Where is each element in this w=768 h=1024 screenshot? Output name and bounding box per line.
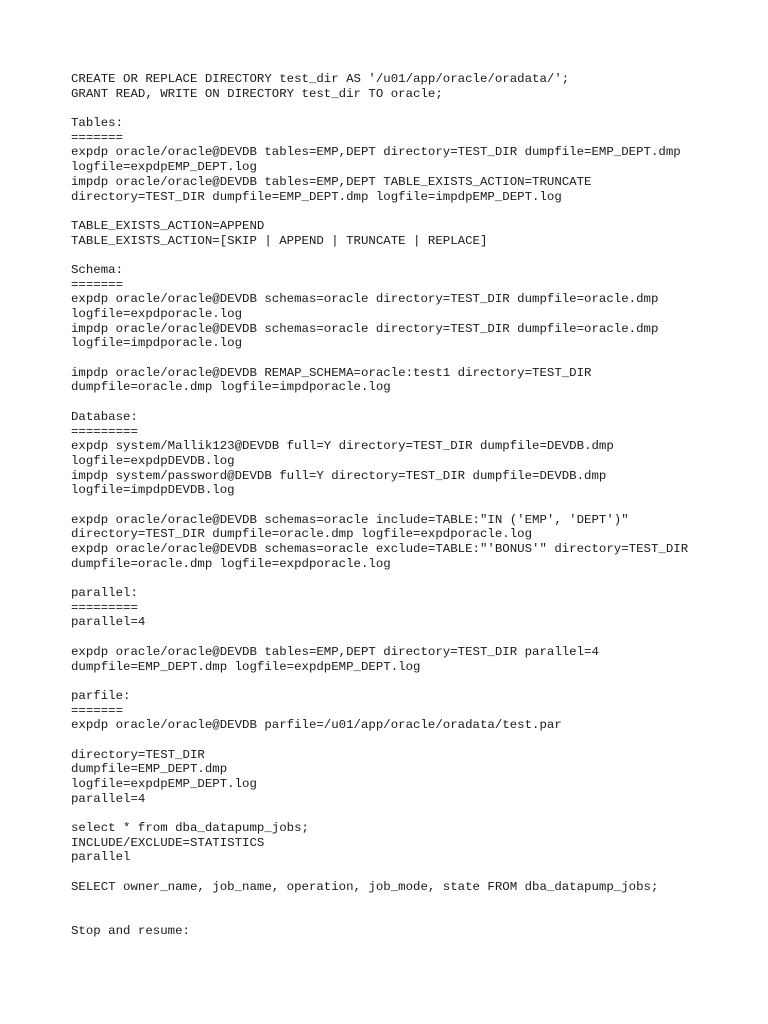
text-line: TABLE_EXISTS_ACTION=[SKIP | APPEND | TRUNCATE | REPLACE] [71, 233, 488, 248]
text-line: INCLUDE/EXCLUDE=STATISTICS [71, 835, 265, 850]
text-line: Schema: [71, 262, 124, 277]
blank-line [71, 101, 751, 116]
blank-line [71, 806, 751, 821]
blank-line [71, 204, 751, 219]
blank-line [71, 395, 751, 410]
text-line: parallel [71, 850, 131, 865]
text-line: select * from dba_datapump_jobs; [71, 821, 309, 836]
text-line: impdp oracle/oracle@DEVDB REMAP_SCHEMA=oracle:test1 directory=TEST_DIR [71, 365, 592, 380]
blank-line [71, 571, 751, 586]
blank-line [71, 674, 751, 689]
blank-line [71, 248, 751, 263]
text-line: expdp oracle/oracle@DEVDB schemas=oracle include=TABLE:"IN ('EMP', 'DEPT')" [71, 512, 629, 527]
text-line: ======= [71, 130, 124, 145]
text-line: dumpfile=EMP_DEPT.dmp logfile=expdpEMP_DEPT.log [71, 659, 421, 674]
text-line: expdp oracle/oracle@DEVDB tables=EMP,DEPT directory=TEST_DIR dumpfile=EMP_DEPT.dmp [71, 145, 681, 160]
text-line: Database: [71, 409, 138, 424]
text-line: parallel=4 [71, 791, 146, 806]
text-line: ========= [71, 424, 138, 439]
text-line: ======= [71, 277, 124, 292]
text-line: parallel=4 [71, 615, 146, 630]
text-line: dumpfile=oracle.dmp logfile=expdporacle.log [71, 556, 391, 571]
text-line: expdp oracle/oracle@DEVDB tables=EMP,DEPT directory=TEST_DIR parallel=4 [71, 644, 599, 659]
text-line: parfile: [71, 688, 131, 703]
text-line: expdp oracle/oracle@DEVDB schemas=oracle exclude=TABLE:"'BONUS'" directory=TEST_DIR [71, 542, 689, 556]
text-line: directory=TEST_DIR dumpfile=oracle.dmp logfile=expdporacle.log [71, 527, 533, 542]
text-line: directory=TEST_DIR [71, 747, 205, 762]
text-line: Stop and resume: [71, 923, 190, 938]
text-line: GRANT READ, WRITE ON DIRECTORY test_dir TO oracle; [71, 86, 443, 101]
text-line: ======= [71, 703, 124, 718]
text-line: logfile=impdpDEVDB.log [71, 483, 235, 498]
text-line: parallel: [71, 586, 138, 601]
text-line: Tables: [71, 116, 124, 131]
blank-line [71, 630, 751, 645]
text-line: dumpfile=oracle.dmp logfile=impdporacle.log [71, 380, 391, 395]
text-line: logfile=expdpEMP_DEPT.log [71, 160, 257, 175]
text-line: CREATE OR REPLACE DIRECTORY test_dir AS '/u01/app/oracle/oradata/'; [71, 72, 570, 86]
text-line: directory=TEST_DIR dumpfile=EMP_DEPT.dmp logfile=impdpEMP_DEPT.log [71, 189, 562, 204]
text-line: logfile=expdporacle.log [71, 307, 243, 321]
text-line: dumpfile=EMP_DEPT.dmp [71, 762, 228, 777]
text-line: ========= [71, 600, 138, 615]
text-line: impdp oracle/oracle@DEVDB schemas=oracle directory=TEST_DIR dumpfile=oracle.dmp [71, 321, 659, 336]
document-page [71, 72, 751, 939]
text-line: expdp oracle/oracle@DEVDB schemas=oracle directory=TEST_DIR dumpfile=oracle.dmp [71, 292, 659, 307]
blank-line [71, 909, 751, 924]
text-line: impdp oracle/oracle@DEVDB tables=EMP,DEPT TABLE_EXISTS_ACTION=TRUNCATE [71, 174, 592, 189]
text-line: expdp oracle/oracle@DEVDB parfile=/u01/app/oracle/oradata/test.par [71, 718, 562, 733]
text-line: logfile=expdpDEVDB.log [71, 453, 235, 468]
blank-line [71, 895, 751, 910]
text-line: TABLE_EXISTS_ACTION=APPEND [71, 218, 265, 233]
blank-line [71, 865, 751, 880]
text-line: logfile=expdpEMP_DEPT.log [71, 777, 257, 791]
text-line: logfile=impdporacle.log [71, 336, 243, 351]
text-line: SELECT owner_name, job_name, operation, job_mode, state FROM dba_datapump_jobs; [71, 879, 659, 894]
blank-line [71, 498, 751, 513]
text-line: impdp system/password@DEVDB full=Y directory=TEST_DIR dumpfile=DEVDB.dmp [71, 468, 607, 483]
text-line: expdp system/Mallik123@DEVDB full=Y directory=TEST_DIR dumpfile=DEVDB.dmp [71, 439, 614, 454]
blank-line [71, 733, 751, 748]
blank-line [71, 351, 751, 366]
